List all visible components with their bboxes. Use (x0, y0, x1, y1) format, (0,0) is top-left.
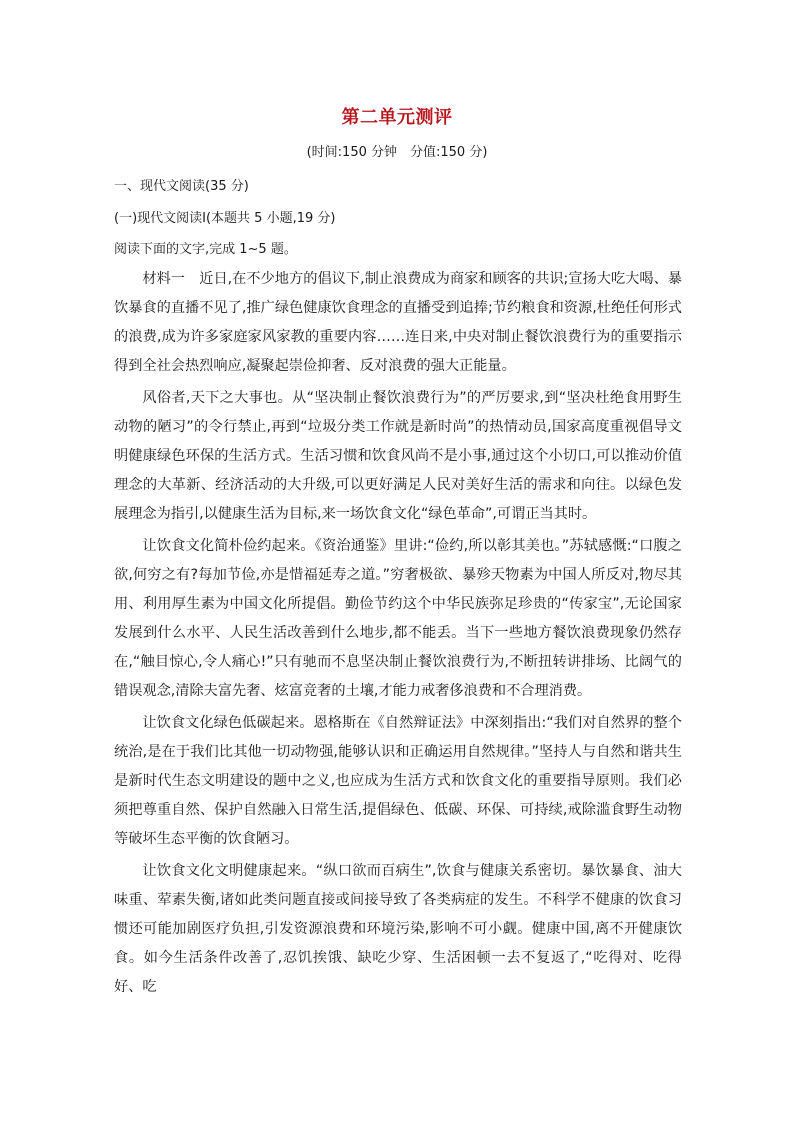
reading-instruction: 阅读下面的文字,完成 1~5 题。 (114, 242, 297, 257)
reading-passage (114, 265, 682, 1005)
passage-paragraph: 让饮食文化简朴俭约起来。《资治通鉴》里讲:“俭约,所以彰其美也。”苏轼感慨:“口腹之欲,何穷之有?每加节俭,亦是惜福延寿之道。”穷奢极欲、暴殄天物素为中国人所反对,物尽其用、利用厚生素为中国文化所提倡。勤俭节约这个中华民族弥足珍贵的“传家宝”,无论国家发展到什么水平、人民生活改善到什么地步,都不能丢。当下一些地方餐饮浪费现象仍然存在,“触目惊心,令人痛心!”只有驰而不息坚决制止餐饮浪费行为,不断扭转讲排场、比阔气的错误观念,清除夫富先奢、炫富竞奢的土壤,才能力戒奢侈浪费和不合理消费。 (114, 538, 682, 699)
document-title: 第二单元测评 (341, 107, 453, 128)
exam-time-and-score: (时间:150 分钟 分值:150 分) (306, 145, 488, 160)
passage-paragraph: 材料一 近日,在不少地方的倡议下,制止浪费成为商家和顾客的共识;宣扬大吃大喝、暴饮暴食的直播不见了,推广绿色健康饮食理念的直播受到追捧;节约粮食和资源,杜绝任何形式的浪费,成为许多家庭家风家教的重要内容……连日来,中央对制止餐饮浪费行为的重要指示得到全社会热烈响应,凝聚起崇俭抑奢、反对浪费的强大正能量。 (114, 271, 682, 374)
passage-paragraph: 让饮食文化绿色低碳起来。恩格斯在《自然辩证法》中深刻指出:“我们对自然界的整个统治,是在于我们比其他一切动物强,能够认识和正确运用自然规律。”坚持人与自然和谐共生是新时代生态文明建设的题中之义,也应成为生活方式和饮食文化的重要指导原则。我们必须把尊重自然、保护自然融入日常生活,提倡绿色、低碳、环保、可持续,戒除滥食野生动物等破坏生态平衡的饮食陋习。 (114, 715, 682, 847)
section-heading: 一、现代文阅读(35 分) (114, 179, 249, 194)
passage-paragraph: 风俗者,天下之大事也。从“坚决制止餐饮浪费行为”的严厉要求,到“坚决杜绝食用野生动物的陋习”的令行禁止,再到“垃圾分类工作就是新时尚”的热情动员,国家高度重视倡导文明健康绿色环保的生活方式。生活习惯和饮食风尚不是小事,通过这个小切口,可以推动价值理念的大革新、经济活动的大升级,可以更好满足人民对美好生活的需求和向往。以绿色发展理念为指引,以健康生活为目标,来一场饮食文化“绿色革命”,可谓正当其时。 (114, 390, 682, 522)
subsection-heading: (一)现代文阅读Ⅰ(本题共 5 小题,19 分) (114, 211, 336, 226)
passage-paragraph: 让饮食文化文明健康起来。“纵口欲而百病生”,饮食与健康关系密切。暴饮暴食、油大味重、荤素失衡,诸如此类问题直接或间接导致了各类病症的发生。不科学不健康的饮食习惯还可能加剧医疗负担,引发资源浪费和环境污染,影响不可小觑。健康中国,离不开健康饮食。如今生活条件改善了,忍饥挨饿、缺吃少穿、生活困顿一去不复返了,“吃得对、吃得好、吃 (114, 863, 682, 995)
